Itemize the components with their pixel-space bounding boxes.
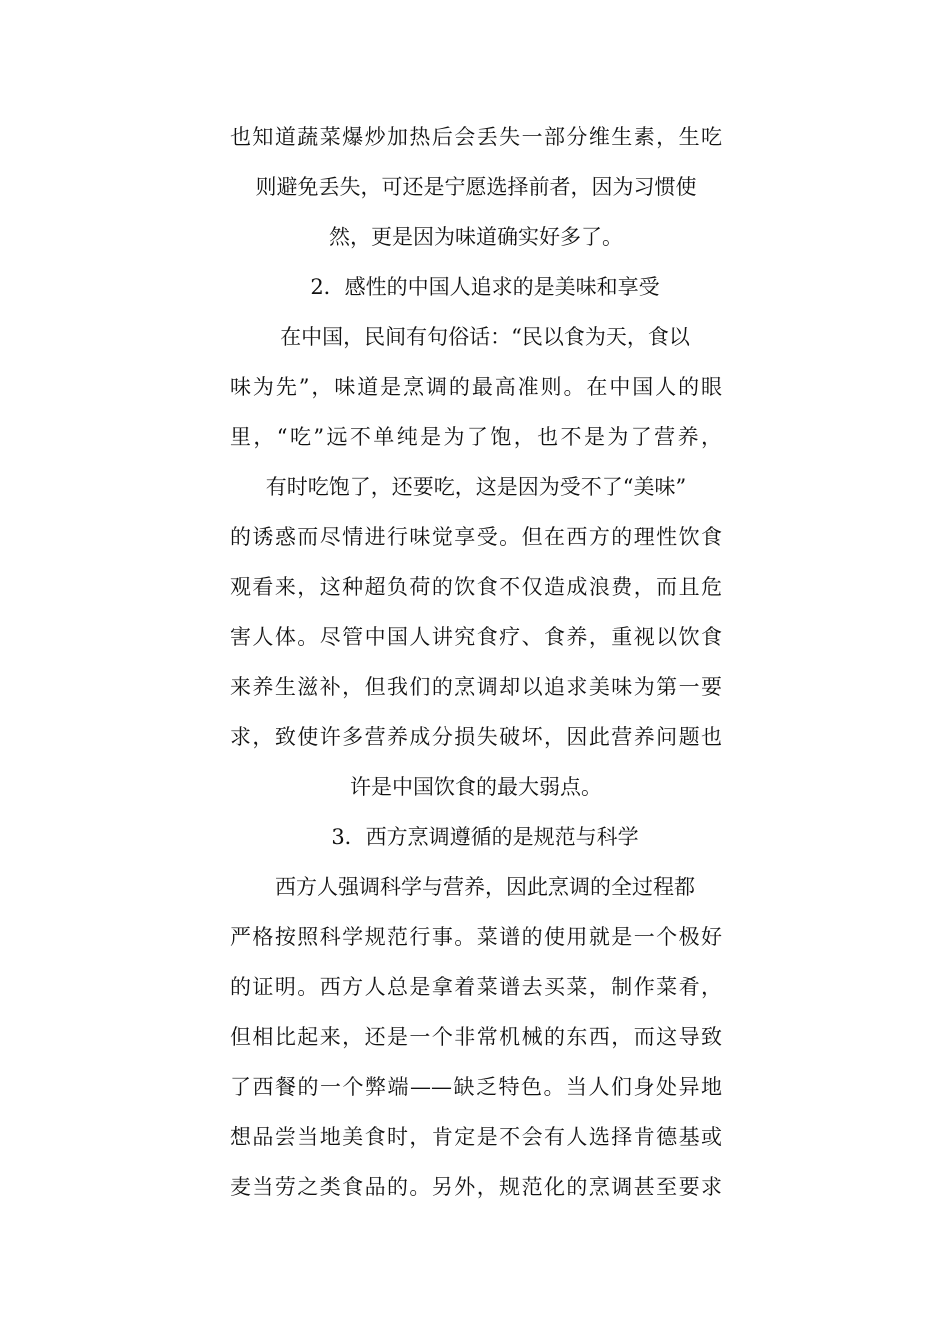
paragraph-line: 的诱惑而尽情进行味觉享受。但在西方的理性饮食 [230, 525, 722, 549]
paragraph-line: 求，致使许多营养成分损失破坏，因此营养问题也 [230, 725, 722, 749]
paragraph-line: 想品尝当地美食时，肯定是不会有人选择肯德基或 [230, 1125, 722, 1149]
paragraph-line: 许是中国饮食的最大弱点。 [350, 775, 602, 799]
paragraph-line: 来养生滋补，但我们的烹调却以追求美味为第一要 [230, 675, 722, 699]
paragraph-line: 害人体。尽管中国人讲究食疗、食养，重视以饮食 [230, 625, 722, 649]
paragraph-line: 麦当劳之类食品的。另外，规范化的烹调甚至要求 [230, 1175, 722, 1199]
paragraph-line: 里，“吃”远不单纯是为了饱，也不是为了营养， [230, 425, 722, 449]
paragraph-line: 严格按照科学规范行事。菜谱的使用就是一个极好 [230, 925, 722, 949]
paragraph-line: 但相比起来，还是一个非常机械的东西，而这导致 [230, 1025, 722, 1049]
paragraph-line: 了西餐的一个弊端——缺乏特色。当人们身处异地 [230, 1075, 722, 1099]
paragraph-line: 则避免丢失，可还是宁愿选择前者，因为习惯使 [255, 175, 697, 199]
section-heading-2: 2．感性的中国人追求的是美味和享受 [310, 275, 660, 299]
paragraph-line: 观看来，这种超负荷的饮食不仅造成浪费，而且危 [230, 575, 722, 599]
paragraph-line: 有时吃饱了，还要吃，这是因为受不了“美味” [265, 475, 687, 499]
paragraph-line: 的证明。西方人总是拿着菜谱去买菜，制作菜肴， [230, 975, 722, 999]
paragraph-line: 在中国，民间有句俗话：“民以食为天，食以 [280, 325, 690, 349]
paragraph-line: 也知道蔬菜爆炒加热后会丢失一部分维生素，生吃 [230, 125, 722, 149]
section-heading-3: 3．西方烹调遵循的是规范与科学 [331, 825, 639, 849]
paragraph-line: 西方人强调科学与营养，因此烹调的全过程都 [275, 875, 695, 899]
document-body [230, 112, 722, 1212]
paragraph-line: 味为先”，味道是烹调的最高准则。在中国人的眼 [230, 375, 722, 399]
paragraph-line: 然，更是因为味道确实好多了。 [329, 225, 623, 249]
